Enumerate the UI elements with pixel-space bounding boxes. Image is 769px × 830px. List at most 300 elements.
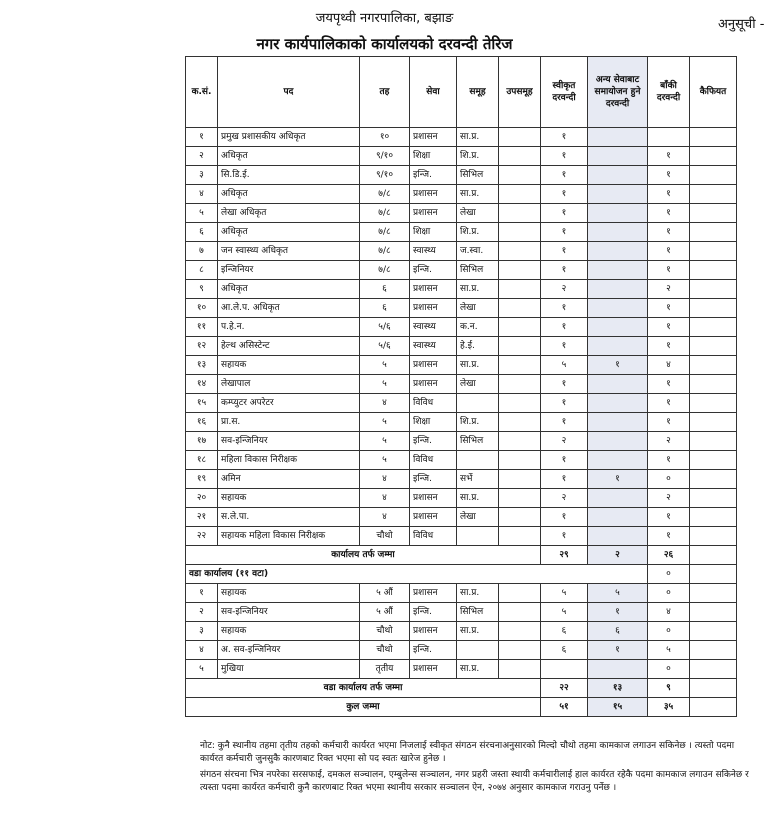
- table-row: [186, 356, 737, 375]
- cell-remarks: [690, 375, 737, 394]
- cell-service: इन्जि.: [410, 470, 457, 489]
- cell-subgroup: [499, 508, 541, 527]
- cell-group: लेखा: [457, 375, 499, 394]
- table-row: [186, 261, 737, 280]
- table-row: [186, 394, 737, 413]
- cell-adjusted: [588, 299, 648, 318]
- table-row: [186, 508, 737, 527]
- cell-post: मुखिया: [218, 660, 360, 679]
- cell-subgroup: [499, 451, 541, 470]
- ward-table-row: [186, 641, 737, 660]
- cell-remaining: १: [648, 185, 690, 204]
- cell-sanctioned: १: [541, 451, 588, 470]
- cell-level: ५: [360, 432, 410, 451]
- cell-level: ५ औं: [360, 603, 410, 622]
- cell-remarks: [690, 166, 737, 185]
- cell-subgroup: [499, 641, 541, 660]
- cell-level: ७/८: [360, 204, 410, 223]
- cell-level: चौथो: [360, 622, 410, 641]
- cell-subgroup: [499, 413, 541, 432]
- cell-post: प.हे.न.: [218, 318, 360, 337]
- cell-remarks: [690, 280, 737, 299]
- cell-post: आ.ले.प. अधिकृत: [218, 299, 360, 318]
- cell-service: इन्जि.: [410, 603, 457, 622]
- cell-service: प्रशासन: [410, 375, 457, 394]
- cell-sn: १३: [186, 356, 218, 375]
- cell-remaining: २: [648, 489, 690, 508]
- cell-group: [457, 641, 499, 660]
- cell-remaining: १: [648, 394, 690, 413]
- cell-sanctioned: १: [541, 527, 588, 546]
- note-1: नोट: कुनै स्थानीय तहमा तृतीय तहको कर्मचारी कार्यरत भएमा निजलाई स्वीकृत संगठन संरचनाअनुसारको मिल्दो चौथो तहमा कामकाज लगाउन सकिनेछ । त्यस्तो पदमा कार्यरत कर्मचारी जुनसुकै कारणबाट रिक्त भएमा सो पद स्वतः खारेज हुनेछ ।: [200, 741, 735, 764]
- cell-adjusted: [588, 280, 648, 299]
- cell-adjusted: [588, 166, 648, 185]
- cell-sanctioned: ६: [541, 622, 588, 641]
- cell-remarks: [690, 204, 737, 223]
- cell-adjusted: [588, 527, 648, 546]
- grand-total-row: [186, 698, 737, 717]
- cell-sn: २२: [186, 527, 218, 546]
- cell-remarks: [690, 356, 737, 375]
- municipality-name: जयपृथ्वी नगरपालिका, बझाङ: [315, 11, 454, 26]
- cell-level: तृतीय: [360, 660, 410, 679]
- cell-remarks: [690, 242, 737, 261]
- cell-post: लेखापाल: [218, 375, 360, 394]
- cell-adjusted: [588, 204, 648, 223]
- cell-sn: ५: [186, 660, 218, 679]
- cell-subgroup: [499, 280, 541, 299]
- table-row: [186, 375, 737, 394]
- cell-remarks: [690, 470, 737, 489]
- annex-label: अनुसूची -: [718, 17, 765, 32]
- cell-level: चौथो: [360, 527, 410, 546]
- cell-remarks: [690, 337, 737, 356]
- cell-subgroup: [499, 489, 541, 508]
- cell-service: शिक्षा: [410, 223, 457, 242]
- cell-subgroup: [499, 432, 541, 451]
- cell-sanctioned: १: [541, 261, 588, 280]
- grand-total-sanctioned: ५१: [541, 698, 588, 717]
- note-2: संगठन संरचना भित्र नपरेका सरसफाई, दमकल सञ्चालन, एम्बुलेन्स सञ्चालन, नगर प्रहरी जस्ता स्थायी कर्मचारीलाई हाल कार्यरत रहेकै पदमा कामकाज लगाउन सकिनेछ र त्यस्ता पदमा कार्यरत कर्मचारी कुनै कारणबाट रिक्त भएमा स्थानीय सरकार सञ्चालन ऐन, २०७४ अनुसार कामकाज गराउनु पर्नेछ ।: [200, 770, 749, 793]
- cell-adjusted: [588, 413, 648, 432]
- notes: [200, 740, 750, 798]
- cell-level: ५: [360, 356, 410, 375]
- cell-service: प्रशासन: [410, 622, 457, 641]
- cell-remaining: ४: [648, 356, 690, 375]
- cell-remarks: [690, 508, 737, 527]
- ward-total-row: [186, 679, 737, 698]
- cell-remaining: १: [648, 147, 690, 166]
- cell-sanctioned: १: [541, 242, 588, 261]
- cell-sn: ९: [186, 280, 218, 299]
- cell-level: ९/१०: [360, 147, 410, 166]
- cell-service: प्रशासन: [410, 299, 457, 318]
- cell-remaining: १: [648, 413, 690, 432]
- cell-adjusted: [588, 451, 648, 470]
- cell-sn: ३: [186, 166, 218, 185]
- cell-post: अधिकृत: [218, 185, 360, 204]
- cell-remarks: [690, 318, 737, 337]
- cell-subgroup: [499, 185, 541, 204]
- cell-group: लेखा: [457, 204, 499, 223]
- col-header-service: सेवा: [410, 57, 457, 128]
- table-row: [186, 451, 737, 470]
- cell-remarks: [690, 622, 737, 641]
- table-row: [186, 299, 737, 318]
- table-row: [186, 432, 737, 451]
- cell-remaining: ५: [648, 641, 690, 660]
- cell-post: सव-इन्जिनियर: [218, 603, 360, 622]
- cell-post: अधिकृत: [218, 147, 360, 166]
- cell-service: विविध: [410, 394, 457, 413]
- ward-table-row: [186, 660, 737, 679]
- col-header-sn: क.सं.: [186, 57, 218, 128]
- cell-subgroup: [499, 584, 541, 603]
- cell-sanctioned: ६: [541, 641, 588, 660]
- cell-post: लेखा अधिकृत: [218, 204, 360, 223]
- cell-subgroup: [499, 166, 541, 185]
- grand-total-remarks: [690, 698, 737, 717]
- office-total-adjusted: २: [588, 546, 648, 565]
- cell-sanctioned: १: [541, 223, 588, 242]
- cell-subgroup: [499, 394, 541, 413]
- cell-group: लेखा: [457, 299, 499, 318]
- table-row: [186, 413, 737, 432]
- cell-subgroup: [499, 622, 541, 641]
- cell-sn: १४: [186, 375, 218, 394]
- cell-service: शिक्षा: [410, 413, 457, 432]
- cell-service: विविध: [410, 451, 457, 470]
- cell-level: ६: [360, 280, 410, 299]
- cell-subgroup: [499, 128, 541, 147]
- cell-group: सा.प्र.: [457, 660, 499, 679]
- cell-remarks: [690, 185, 737, 204]
- cell-adjusted: १: [588, 470, 648, 489]
- cell-subgroup: [499, 299, 541, 318]
- cell-remaining: १: [648, 223, 690, 242]
- cell-level: १०: [360, 128, 410, 147]
- cell-service: प्रशासन: [410, 185, 457, 204]
- document-title: नगर कार्यपालिकाको कार्यालयको दरवन्दी तेरिज: [256, 35, 513, 53]
- cell-sn: १९: [186, 470, 218, 489]
- cell-adjusted: [588, 128, 648, 147]
- cell-sn: ६: [186, 223, 218, 242]
- cell-subgroup: [499, 223, 541, 242]
- cell-service: प्रशासन: [410, 204, 457, 223]
- cell-group: [457, 451, 499, 470]
- cell-remaining: ०: [648, 622, 690, 641]
- cell-sanctioned: २: [541, 432, 588, 451]
- cell-level: ७/८: [360, 223, 410, 242]
- cell-sanctioned: १: [541, 185, 588, 204]
- cell-sn: २: [186, 603, 218, 622]
- cell-adjusted: [588, 242, 648, 261]
- cell-remaining: ४: [648, 603, 690, 622]
- cell-group: शि.प्र.: [457, 147, 499, 166]
- ward-total-adjusted: १३: [588, 679, 648, 698]
- cell-service: प्रशासन: [410, 660, 457, 679]
- cell-remaining: १: [648, 318, 690, 337]
- cell-group: [457, 527, 499, 546]
- cell-group: क.न.: [457, 318, 499, 337]
- table-row: [186, 242, 737, 261]
- cell-remaining: १: [648, 242, 690, 261]
- cell-remarks: [690, 489, 737, 508]
- ward-table-row: [186, 584, 737, 603]
- cell-group: शि.प्र.: [457, 223, 499, 242]
- cell-sn: १८: [186, 451, 218, 470]
- cell-post: अधिकृत: [218, 223, 360, 242]
- cell-remaining: १: [648, 337, 690, 356]
- grand-total-adjusted: १५: [588, 698, 648, 717]
- cell-sn: ५: [186, 204, 218, 223]
- cell-post: सि.डि.ई.: [218, 166, 360, 185]
- cell-sanctioned: २: [541, 280, 588, 299]
- ward-total-remarks: [690, 679, 737, 698]
- table-row: [186, 280, 737, 299]
- cell-adjusted: [588, 261, 648, 280]
- cell-post: सहायक: [218, 356, 360, 375]
- cell-post: सहायक: [218, 489, 360, 508]
- cell-group: लेखा: [457, 508, 499, 527]
- ward-heading: वडा कार्यालय (११ वटा): [186, 565, 648, 584]
- ward-total-remaining: ९: [648, 679, 690, 698]
- staffing-table: [185, 56, 737, 717]
- cell-group: सा.प्र.: [457, 185, 499, 204]
- cell-level: चौथो: [360, 641, 410, 660]
- cell-group: [457, 394, 499, 413]
- cell-post: सहायक महिला विकास निरीक्षक: [218, 527, 360, 546]
- cell-remarks: [690, 432, 737, 451]
- cell-service: प्रशासन: [410, 489, 457, 508]
- cell-remaining: ०: [648, 470, 690, 489]
- cell-level: ५: [360, 375, 410, 394]
- cell-remarks: [690, 413, 737, 432]
- cell-service: प्रशासन: [410, 584, 457, 603]
- cell-sanctioned: ५: [541, 356, 588, 375]
- cell-subgroup: [499, 603, 541, 622]
- cell-adjusted: [588, 375, 648, 394]
- cell-post: अमिन: [218, 470, 360, 489]
- cell-subgroup: [499, 660, 541, 679]
- cell-group: सिभिल: [457, 261, 499, 280]
- cell-service: स्वास्थ्य: [410, 318, 457, 337]
- office-rows: [186, 128, 737, 546]
- office-total-remaining: २६: [648, 546, 690, 565]
- cell-service: स्वास्थ्य: [410, 242, 457, 261]
- ward-heading-row: [186, 565, 737, 584]
- cell-adjusted: [588, 660, 648, 679]
- cell-adjusted: ६: [588, 622, 648, 641]
- cell-group: ज.स्वा.: [457, 242, 499, 261]
- grand-total-remaining: ३५: [648, 698, 690, 717]
- cell-level: ७/८: [360, 261, 410, 280]
- cell-service: शिक्षा: [410, 147, 457, 166]
- cell-adjusted: ५: [588, 584, 648, 603]
- cell-post: महिला विकास निरीक्षक: [218, 451, 360, 470]
- cell-service: प्रशासन: [410, 356, 457, 375]
- cell-post: हेल्थ असिस्टेन्ट: [218, 337, 360, 356]
- col-header-sanctioned: स्वीकृत दरवन्दी: [541, 57, 588, 128]
- cell-group: सिभिल: [457, 432, 499, 451]
- cell-group: सा.प्र.: [457, 280, 499, 299]
- cell-service: प्रशासन: [410, 128, 457, 147]
- cell-adjusted: [588, 508, 648, 527]
- cell-sn: १७: [186, 432, 218, 451]
- ward-heading-remarks: [690, 565, 737, 584]
- office-total-label: कार्यालय तर्फ जम्मा: [186, 546, 541, 565]
- cell-sn: ४: [186, 641, 218, 660]
- cell-remaining: १: [648, 261, 690, 280]
- cell-remarks: [690, 147, 737, 166]
- ward-total-sanctioned: २२: [541, 679, 588, 698]
- cell-remaining: १: [648, 166, 690, 185]
- cell-sanctioned: १: [541, 128, 588, 147]
- cell-remarks: [690, 299, 737, 318]
- cell-sn: २०: [186, 489, 218, 508]
- table-row: [186, 128, 737, 147]
- cell-remaining: १: [648, 527, 690, 546]
- cell-post: प्रमुख प्रशासकीय अधिकृत: [218, 128, 360, 147]
- cell-remarks: [690, 223, 737, 242]
- grand-total-label: कुल जम्मा: [186, 698, 541, 717]
- cell-post: स.ले.पा.: [218, 508, 360, 527]
- cell-subgroup: [499, 356, 541, 375]
- table-row: [186, 223, 737, 242]
- cell-remarks: [690, 261, 737, 280]
- cell-group: हे.ई.: [457, 337, 499, 356]
- table-row: [186, 147, 737, 166]
- cell-service: विविध: [410, 527, 457, 546]
- cell-post: सहायक: [218, 622, 360, 641]
- cell-group: सर्भे: [457, 470, 499, 489]
- cell-service: इन्जि.: [410, 641, 457, 660]
- cell-adjusted: १: [588, 356, 648, 375]
- col-header-adjusted: अन्य सेवाबाट समायोजन हुने दरवन्दी: [588, 57, 648, 128]
- cell-level: ४: [360, 470, 410, 489]
- cell-sanctioned: १: [541, 470, 588, 489]
- cell-sanctioned: १: [541, 394, 588, 413]
- ward-table-row: [186, 622, 737, 641]
- cell-adjusted: [588, 394, 648, 413]
- cell-sanctioned: १: [541, 413, 588, 432]
- cell-subgroup: [499, 261, 541, 280]
- ward-total-label: वडा कार्यालय तर्फ जम्मा: [186, 679, 541, 698]
- cell-sanctioned: १: [541, 337, 588, 356]
- cell-remarks: [690, 641, 737, 660]
- cell-level: ७/८: [360, 242, 410, 261]
- cell-sanctioned: १: [541, 508, 588, 527]
- cell-remarks: [690, 603, 737, 622]
- cell-sanctioned: १: [541, 318, 588, 337]
- cell-remaining: २: [648, 280, 690, 299]
- cell-group: सा.प्र.: [457, 622, 499, 641]
- cell-subgroup: [499, 337, 541, 356]
- cell-sanctioned: ५: [541, 603, 588, 622]
- cell-subgroup: [499, 242, 541, 261]
- cell-group: शि.प्र.: [457, 413, 499, 432]
- cell-post: इन्जिनियर: [218, 261, 360, 280]
- cell-sanctioned: १: [541, 147, 588, 166]
- cell-service: प्रशासन: [410, 508, 457, 527]
- cell-post: कम्प्युटर अपरेटर: [218, 394, 360, 413]
- cell-remaining: १: [648, 204, 690, 223]
- ward-rows: [186, 584, 737, 679]
- cell-remarks: [690, 394, 737, 413]
- table-row: [186, 489, 737, 508]
- cell-subgroup: [499, 470, 541, 489]
- col-header-group: समूह: [457, 57, 499, 128]
- table-row: [186, 318, 737, 337]
- cell-level: ५/६: [360, 318, 410, 337]
- table-row: [186, 337, 737, 356]
- cell-remaining: ०: [648, 584, 690, 603]
- office-total-sanctioned: २९: [541, 546, 588, 565]
- cell-remaining: ०: [648, 660, 690, 679]
- cell-sanctioned: १: [541, 204, 588, 223]
- cell-adjusted: १: [588, 641, 648, 660]
- cell-post: अधिकृत: [218, 280, 360, 299]
- cell-adjusted: [588, 223, 648, 242]
- cell-remaining: २: [648, 432, 690, 451]
- cell-sanctioned: १: [541, 299, 588, 318]
- cell-level: ६: [360, 299, 410, 318]
- cell-adjusted: [588, 432, 648, 451]
- cell-group: सिभिल: [457, 166, 499, 185]
- ward-table-row: [186, 603, 737, 622]
- table-header-row: [186, 57, 737, 128]
- table-row: [186, 185, 737, 204]
- ward-heading-remaining: ०: [648, 565, 690, 584]
- cell-subgroup: [499, 527, 541, 546]
- cell-remarks: [690, 584, 737, 603]
- cell-sanctioned: [541, 660, 588, 679]
- cell-service: इन्जि.: [410, 261, 457, 280]
- cell-remaining: १: [648, 508, 690, 527]
- cell-level: ४: [360, 508, 410, 527]
- cell-subgroup: [499, 204, 541, 223]
- cell-sn: ७: [186, 242, 218, 261]
- cell-sn: १: [186, 128, 218, 147]
- cell-group: सिभिल: [457, 603, 499, 622]
- cell-sn: १: [186, 584, 218, 603]
- cell-subgroup: [499, 318, 541, 337]
- cell-remarks: [690, 660, 737, 679]
- table-row: [186, 166, 737, 185]
- cell-sn: २: [186, 147, 218, 166]
- cell-group: सा.प्र.: [457, 356, 499, 375]
- cell-sn: ३: [186, 622, 218, 641]
- table-row: [186, 527, 737, 546]
- cell-remarks: [690, 527, 737, 546]
- cell-post: सहायक: [218, 584, 360, 603]
- cell-sn: १२: [186, 337, 218, 356]
- cell-sn: १६: [186, 413, 218, 432]
- cell-group: सा.प्र.: [457, 128, 499, 147]
- cell-adjusted: [588, 147, 648, 166]
- cell-sn: ११: [186, 318, 218, 337]
- col-header-remarks: कैफियत: [690, 57, 737, 128]
- cell-level: ७/८: [360, 185, 410, 204]
- table-row: [186, 470, 737, 489]
- cell-post: अ. सव-इन्जिनियर: [218, 641, 360, 660]
- office-total-remarks: [690, 546, 737, 565]
- col-header-subgroup: उपसमूह: [499, 57, 541, 128]
- cell-remaining: [648, 128, 690, 147]
- cell-remaining: १: [648, 451, 690, 470]
- cell-adjusted: [588, 185, 648, 204]
- cell-adjusted: [588, 337, 648, 356]
